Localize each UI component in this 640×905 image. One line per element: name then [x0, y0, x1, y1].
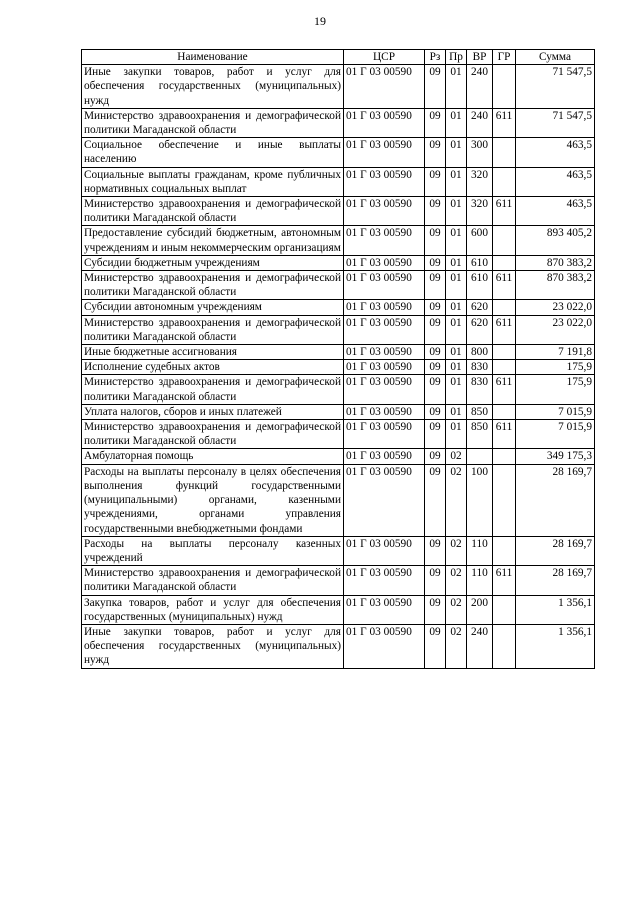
- table-row: [82, 108, 595, 137]
- cell-name: Министерство здравоохранения и демографической политики Магаданской области: [82, 108, 344, 137]
- cell-rz: 09: [425, 108, 446, 137]
- cell-name: Уплата налогов, сборов и иных платежей: [82, 404, 344, 419]
- cell-pr: 01: [446, 420, 467, 449]
- cell-csr: 01 Г 03 00590: [344, 271, 425, 300]
- cell-sum: 175,9: [516, 360, 595, 375]
- cell-vr: 200: [467, 595, 493, 624]
- cell-pr: 01: [446, 108, 467, 137]
- cell-sum: 893 405,2: [516, 226, 595, 255]
- cell-name: Министерство здравоохранения и демографической политики Магаданской области: [82, 315, 344, 344]
- cell-gr: [493, 226, 516, 255]
- column-header-sum: Сумма: [516, 50, 595, 65]
- cell-name: Иные бюджетные ассигнования: [82, 345, 344, 360]
- cell-pr: 01: [446, 360, 467, 375]
- table-body: [82, 65, 595, 668]
- cell-vr: 800: [467, 345, 493, 360]
- cell-pr: 01: [446, 167, 467, 196]
- cell-vr: 110: [467, 536, 493, 565]
- cell-csr: 01 Г 03 00590: [344, 420, 425, 449]
- cell-pr: 02: [446, 566, 467, 595]
- cell-pr: 01: [446, 271, 467, 300]
- cell-sum: 71 547,5: [516, 108, 595, 137]
- cell-name: Закупка товаров, работ и услуг для обеспечения государственных (муниципальных) нужд: [82, 595, 344, 624]
- cell-pr: 01: [446, 197, 467, 226]
- table-row: [82, 315, 595, 344]
- cell-sum: 463,5: [516, 167, 595, 196]
- cell-name: Министерство здравоохранения и демографической политики Магаданской области: [82, 375, 344, 404]
- cell-name: Расходы на выплаты персоналу в целях обеспечения выполнения функций государственными (муниципальными) органами, казенными учреждениями, органами управления государственными внебюджетными фондами: [82, 464, 344, 536]
- cell-vr: 300: [467, 138, 493, 167]
- cell-rz: 09: [425, 360, 446, 375]
- cell-sum: 28 169,7: [516, 566, 595, 595]
- cell-rz: 09: [425, 375, 446, 404]
- cell-rz: 09: [425, 464, 446, 536]
- cell-vr: 850: [467, 420, 493, 449]
- table-row: [82, 536, 595, 565]
- column-header-name: Наименование: [82, 50, 344, 65]
- cell-gr: 611: [493, 566, 516, 595]
- cell-gr: [493, 595, 516, 624]
- table-row: [82, 255, 595, 270]
- cell-csr: 01 Г 03 00590: [344, 360, 425, 375]
- cell-csr: 01 Г 03 00590: [344, 345, 425, 360]
- cell-sum: 463,5: [516, 138, 595, 167]
- cell-vr: 320: [467, 197, 493, 226]
- cell-vr: 830: [467, 360, 493, 375]
- cell-rz: 09: [425, 404, 446, 419]
- table-row: [82, 138, 595, 167]
- cell-csr: 01 Г 03 00590: [344, 138, 425, 167]
- cell-rz: 09: [425, 138, 446, 167]
- cell-sum: 349 175,3: [516, 449, 595, 464]
- cell-gr: 611: [493, 375, 516, 404]
- cell-gr: [493, 345, 516, 360]
- cell-rz: 09: [425, 167, 446, 196]
- cell-gr: 611: [493, 271, 516, 300]
- cell-name: Субсидии бюджетным учреждениям: [82, 255, 344, 270]
- cell-sum: 23 022,0: [516, 300, 595, 315]
- cell-gr: [493, 536, 516, 565]
- cell-rz: 09: [425, 226, 446, 255]
- cell-pr: 01: [446, 226, 467, 255]
- table-row: [82, 65, 595, 109]
- cell-name: Иные закупки товаров, работ и услуг для обеспечения государственных (муниципальных) нужд: [82, 624, 344, 668]
- cell-csr: 01 Г 03 00590: [344, 464, 425, 536]
- cell-vr: 240: [467, 108, 493, 137]
- cell-name: Министерство здравоохранения и демографической политики Магаданской области: [82, 271, 344, 300]
- cell-sum: 28 169,7: [516, 536, 595, 565]
- table-row: [82, 420, 595, 449]
- table-row: [82, 375, 595, 404]
- cell-gr: [493, 65, 516, 109]
- table-header-row: [82, 50, 595, 65]
- table-row: [82, 449, 595, 464]
- cell-rz: 09: [425, 255, 446, 270]
- column-header-gr: ГР: [493, 50, 516, 65]
- cell-gr: 611: [493, 108, 516, 137]
- cell-vr: 110: [467, 566, 493, 595]
- table-row: [82, 300, 595, 315]
- cell-pr: 02: [446, 595, 467, 624]
- cell-vr: 320: [467, 167, 493, 196]
- table-row: [82, 595, 595, 624]
- cell-csr: 01 Г 03 00590: [344, 255, 425, 270]
- cell-name: Предоставление субсидий бюджетным, автономным учреждениям и иным некоммерческим организациям: [82, 226, 344, 255]
- cell-pr: 01: [446, 65, 467, 109]
- cell-vr: 240: [467, 624, 493, 668]
- cell-sum: 1 356,1: [516, 595, 595, 624]
- table-row: [82, 345, 595, 360]
- cell-gr: 611: [493, 197, 516, 226]
- cell-csr: 01 Г 03 00590: [344, 65, 425, 109]
- cell-pr: 02: [446, 449, 467, 464]
- cell-csr: 01 Г 03 00590: [344, 404, 425, 419]
- cell-pr: 02: [446, 624, 467, 668]
- cell-name: Исполнение судебных актов: [82, 360, 344, 375]
- cell-rz: 09: [425, 420, 446, 449]
- cell-name: Министерство здравоохранения и демографической политики Магаданской области: [82, 566, 344, 595]
- cell-vr: 620: [467, 300, 493, 315]
- cell-gr: [493, 360, 516, 375]
- cell-rz: 09: [425, 449, 446, 464]
- cell-csr: 01 Г 03 00590: [344, 167, 425, 196]
- cell-vr: 830: [467, 375, 493, 404]
- cell-pr: 01: [446, 255, 467, 270]
- cell-gr: [493, 300, 516, 315]
- cell-name: Иные закупки товаров, работ и услуг для обеспечения государственных (муниципальных) нужд: [82, 65, 344, 109]
- cell-rz: 09: [425, 536, 446, 565]
- cell-name: Субсидии автономным учреждениям: [82, 300, 344, 315]
- cell-rz: 09: [425, 624, 446, 668]
- cell-pr: 01: [446, 315, 467, 344]
- cell-pr: 02: [446, 536, 467, 565]
- cell-vr: 610: [467, 255, 493, 270]
- cell-sum: 870 383,2: [516, 271, 595, 300]
- cell-csr: 01 Г 03 00590: [344, 595, 425, 624]
- cell-gr: [493, 624, 516, 668]
- table-row: [82, 360, 595, 375]
- cell-vr: 240: [467, 65, 493, 109]
- cell-gr: 611: [493, 315, 516, 344]
- cell-csr: 01 Г 03 00590: [344, 449, 425, 464]
- cell-rz: 09: [425, 65, 446, 109]
- cell-sum: 463,5: [516, 197, 595, 226]
- cell-gr: [493, 404, 516, 419]
- cell-csr: 01 Г 03 00590: [344, 108, 425, 137]
- cell-gr: [493, 138, 516, 167]
- cell-sum: 7 015,9: [516, 420, 595, 449]
- cell-rz: 09: [425, 345, 446, 360]
- cell-vr: 850: [467, 404, 493, 419]
- cell-sum: 28 169,7: [516, 464, 595, 536]
- cell-name: Расходы на выплаты персоналу казенных учреждений: [82, 536, 344, 565]
- table-row: [82, 226, 595, 255]
- column-header-vr: ВР: [467, 50, 493, 65]
- cell-sum: 870 383,2: [516, 255, 595, 270]
- cell-vr: 100: [467, 464, 493, 536]
- cell-sum: 7 191,8: [516, 345, 595, 360]
- budget-table: [81, 49, 595, 669]
- cell-name: Социальное обеспечение и иные выплаты населению: [82, 138, 344, 167]
- cell-pr: 01: [446, 404, 467, 419]
- cell-csr: 01 Г 03 00590: [344, 566, 425, 595]
- cell-sum: 71 547,5: [516, 65, 595, 109]
- cell-csr: 01 Г 03 00590: [344, 375, 425, 404]
- cell-rz: 09: [425, 315, 446, 344]
- cell-rz: 09: [425, 300, 446, 315]
- cell-pr: 01: [446, 138, 467, 167]
- cell-gr: [493, 167, 516, 196]
- cell-vr: 620: [467, 315, 493, 344]
- cell-csr: 01 Г 03 00590: [344, 536, 425, 565]
- cell-csr: 01 Г 03 00590: [344, 300, 425, 315]
- cell-gr: [493, 464, 516, 536]
- cell-name: Министерство здравоохранения и демографической политики Магаданской области: [82, 420, 344, 449]
- cell-name: Министерство здравоохранения и демографической политики Магаданской области: [82, 197, 344, 226]
- column-header-csr: ЦСР: [344, 50, 425, 65]
- table-row: [82, 464, 595, 536]
- cell-sum: 23 022,0: [516, 315, 595, 344]
- cell-vr: 610: [467, 271, 493, 300]
- cell-vr: [467, 449, 493, 464]
- cell-csr: 01 Г 03 00590: [344, 624, 425, 668]
- table-row: [82, 167, 595, 196]
- cell-name: Социальные выплаты гражданам, кроме публичных нормативных социальных выплат: [82, 167, 344, 196]
- cell-rz: 09: [425, 271, 446, 300]
- cell-vr: 600: [467, 226, 493, 255]
- table-row: [82, 197, 595, 226]
- column-header-rz: Рз: [425, 50, 446, 65]
- table-row: [82, 271, 595, 300]
- table-row: [82, 624, 595, 668]
- cell-name: Амбулаторная помощь: [82, 449, 344, 464]
- cell-csr: 01 Г 03 00590: [344, 315, 425, 344]
- cell-sum: 175,9: [516, 375, 595, 404]
- table-row: [82, 566, 595, 595]
- cell-rz: 09: [425, 595, 446, 624]
- cell-rz: 09: [425, 197, 446, 226]
- cell-gr: 611: [493, 420, 516, 449]
- page-number: 19: [314, 14, 326, 28]
- cell-csr: 01 Г 03 00590: [344, 197, 425, 226]
- cell-sum: 1 356,1: [516, 624, 595, 668]
- cell-pr: 01: [446, 300, 467, 315]
- cell-gr: [493, 255, 516, 270]
- cell-pr: 01: [446, 375, 467, 404]
- cell-csr: 01 Г 03 00590: [344, 226, 425, 255]
- cell-pr: 01: [446, 345, 467, 360]
- cell-sum: 7 015,9: [516, 404, 595, 419]
- cell-rz: 09: [425, 566, 446, 595]
- cell-gr: [493, 449, 516, 464]
- column-header-pr: Пр: [446, 50, 467, 65]
- table-row: [82, 404, 595, 419]
- cell-pr: 02: [446, 464, 467, 536]
